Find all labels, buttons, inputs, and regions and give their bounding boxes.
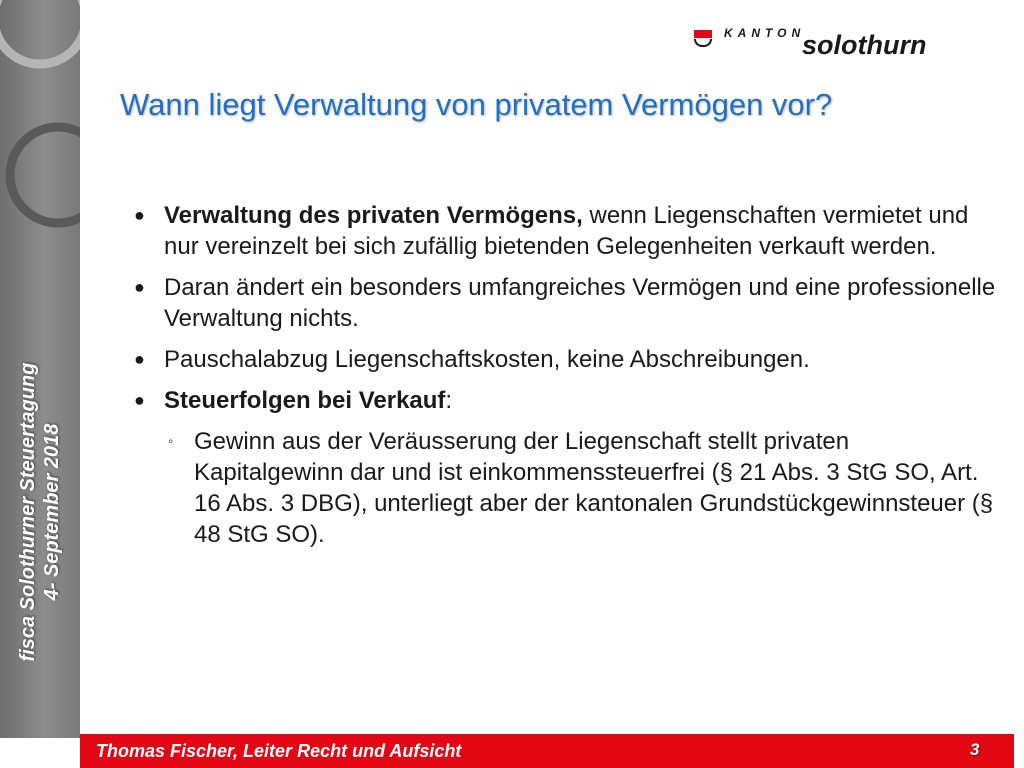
sidebar-event-name: fisca Solothurner Steuertagung: [17, 362, 39, 662]
ring-top: [0, 0, 80, 64]
bullet-item: [128, 344, 998, 375]
bullet-dot-icon: ●: [134, 390, 145, 410]
bullet-text: Daran ändert ein besonders umfangreiches Vermögen und eine professionelle Verwaltung nichts.: [164, 274, 996, 332]
bullet-dot-icon: ●: [134, 349, 145, 369]
sidebar: [0, 0, 80, 738]
logo-swoosh-icon: [694, 39, 712, 47]
logo-flag-icon: [694, 30, 712, 38]
slide-content: [128, 200, 998, 550]
bullet-item: [128, 200, 998, 262]
logo-solothurn-text: solothurn: [802, 30, 927, 60]
sidebar-event-text: [16, 363, 64, 662]
footer-bar: [80, 734, 1014, 768]
kanton-solothurn-logo: [694, 22, 964, 62]
bullet-item: [128, 272, 998, 334]
bullet-dot-icon: ●: [134, 277, 145, 297]
sub-bullet-text: Gewinn aus der Veräusserung der Liegenschaft stellt privaten Kapitalgewinn dar und ist einkommenssteuerfrei (§ 21 Abs. 3 StG SO, Art. 16 Abs. 3 DBG), unterliegt aber der kantonalen Grundstückgewinnsteuer (§ 48 StG SO).: [194, 428, 994, 548]
sub-bullet-circle-icon: ◦: [168, 433, 174, 450]
logo-kanton-text: KANTON: [724, 26, 806, 40]
ring-middle: [10, 127, 80, 223]
bullet-text: :: [445, 387, 453, 414]
bullet-text: Pauschalabzug Liegenschaftskosten, keine Abschreibungen.: [164, 346, 810, 373]
bullet-dot-icon: ●: [134, 205, 145, 225]
bullet-bold-text: Steuerfolgen bei Verkauf: [164, 387, 446, 414]
decorative-rings: [0, 0, 80, 240]
page-number: 3: [970, 740, 980, 759]
sub-bullet-list: [128, 426, 998, 550]
footer-author: Thomas Fischer, Leiter Recht und Aufsicht: [96, 741, 462, 761]
sub-bullet-item: [168, 426, 998, 550]
bullet-text: wenn Liegenschaften vermietet und nur vereinzelt bei sich zufällig bietenden Gelegenheiten verkauft werden.: [164, 202, 969, 260]
bullet-bold-text: Verwaltung des privaten Vermögens,: [164, 202, 583, 229]
bullet-item: [128, 385, 998, 416]
sidebar-event-date: 4- September 2018: [41, 423, 63, 601]
slide-title: Wann liegt Verwaltung von privatem Vermögen vor?: [120, 87, 833, 122]
